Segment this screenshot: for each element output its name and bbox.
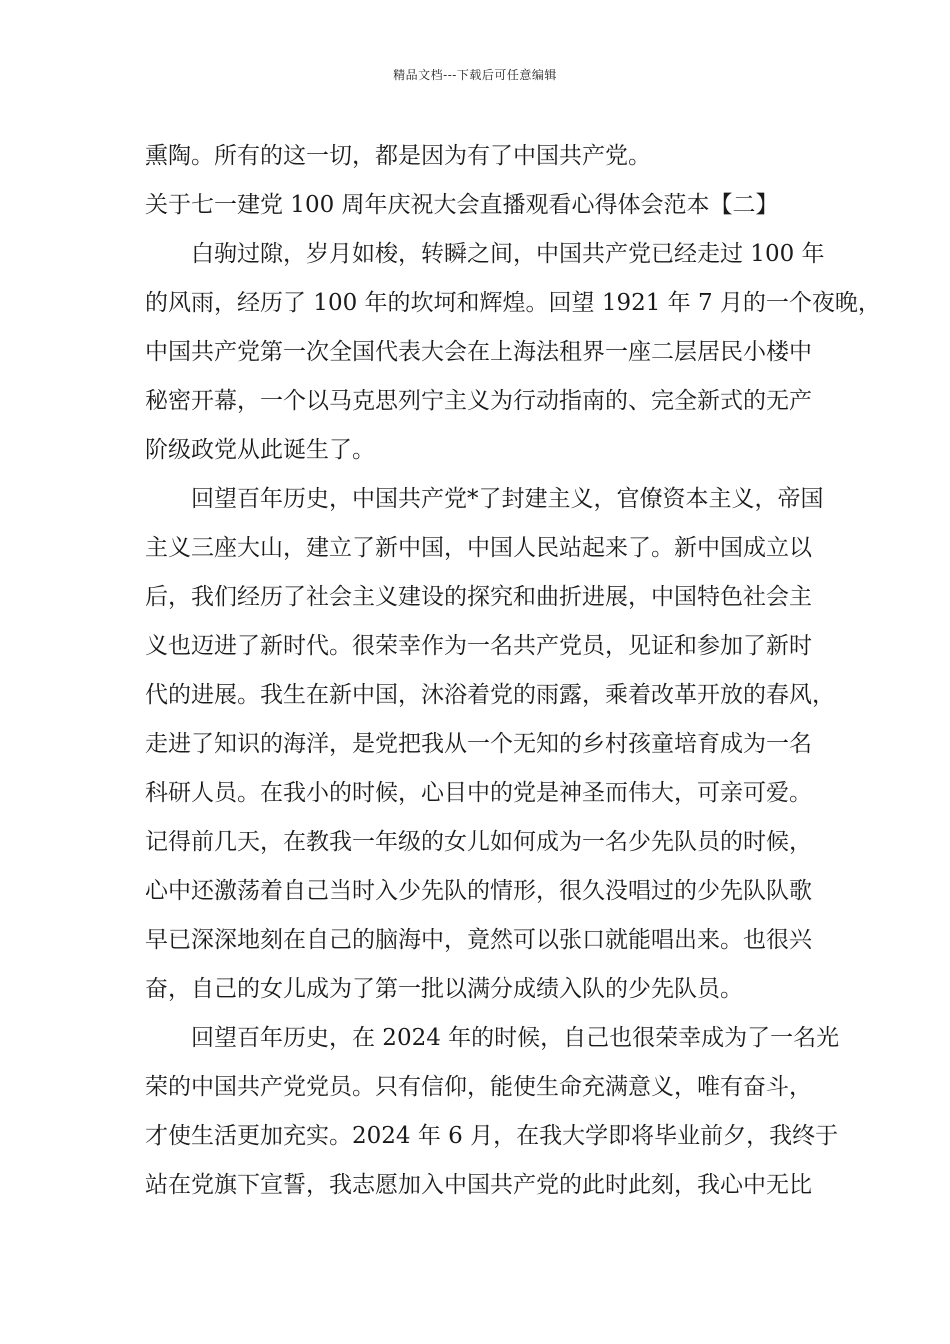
- text-line: 早已深深地刻在自己的脑海中，竟然可以张口就能唱出来。也很兴: [145, 927, 812, 953]
- text-line: 奋，自己的女儿成为了第一批以满分成绩入队的少先队员。: [145, 976, 743, 1002]
- text-line: 阶级政党从此诞生了。: [145, 437, 375, 463]
- text-line: 秘密开幕，一个以马克思列宁主义为行动指南的、完全新式的无产: [145, 388, 812, 414]
- page-header: 精品文档---下载后可任意编辑: [393, 68, 557, 82]
- text-line: 才使生活更加充实。2024 年 6 月，在我大学即将毕业前夕，我终于: [145, 1123, 839, 1149]
- text-line: 科研人员。在我小的时候，心目中的党是神圣而伟大，可亲可爱。: [145, 780, 812, 806]
- text-line: 心中还激荡着自己当时入少先队的情形，很久没唱过的少先队队歌: [145, 878, 812, 904]
- text-line: 熏陶。所有的这一切，都是因为有了中国共产党。: [145, 143, 651, 169]
- paragraph-first-line: 回望百年历史，中国共产党*了封建主义，官僚资本主义，帝国: [191, 486, 824, 512]
- text-line: 主义三座大山，建立了新中国，中国人民站起来了。新中国成立以: [145, 535, 812, 561]
- text-line: 的风雨，经历了 100 年的坎坷和辉煌。回望 1921 年 7 月的一个夜晚，: [145, 290, 881, 316]
- text-line: 记得前几天，在教我一年级的女儿如何成为一名少先队员的时候，: [145, 829, 812, 855]
- text-line: 荣的中国共产党党员。只有信仰，能使生命充满意义，唯有奋斗，: [145, 1074, 812, 1100]
- paragraph-first-line: 回望百年历史，在 2024 年的时候，自己也很荣幸成为了一名光: [191, 1025, 840, 1051]
- text-line: 代的进展。我生在新中国，沐浴着党的雨露，乘着改革开放的春风，: [145, 682, 835, 708]
- section-title: 关于七一建党 100 周年庆祝大会直播观看心得体会范本【二】: [145, 192, 779, 218]
- text-line: 中国共产党第一次全国代表大会在上海法租界一座二层居民小楼中: [145, 339, 812, 365]
- text-line: 后，我们经历了社会主义建设的探究和曲折进展，中国特色社会主: [145, 584, 812, 610]
- paragraph-first-line: 白驹过隙，岁月如梭，转瞬之间，中国共产党已经走过 100 年: [191, 241, 825, 267]
- document-body: [145, 132, 881, 1210]
- text-line: 站在党旗下宣誓，我志愿加入中国共产党的此时此刻，我心中无比: [145, 1172, 812, 1198]
- text-line: 义也迈进了新时代。很荣幸作为一名共产党员，见证和参加了新时: [145, 633, 812, 659]
- text-line: 走进了知识的海洋，是党把我从一个无知的乡村孩童培育成为一名: [145, 731, 812, 757]
